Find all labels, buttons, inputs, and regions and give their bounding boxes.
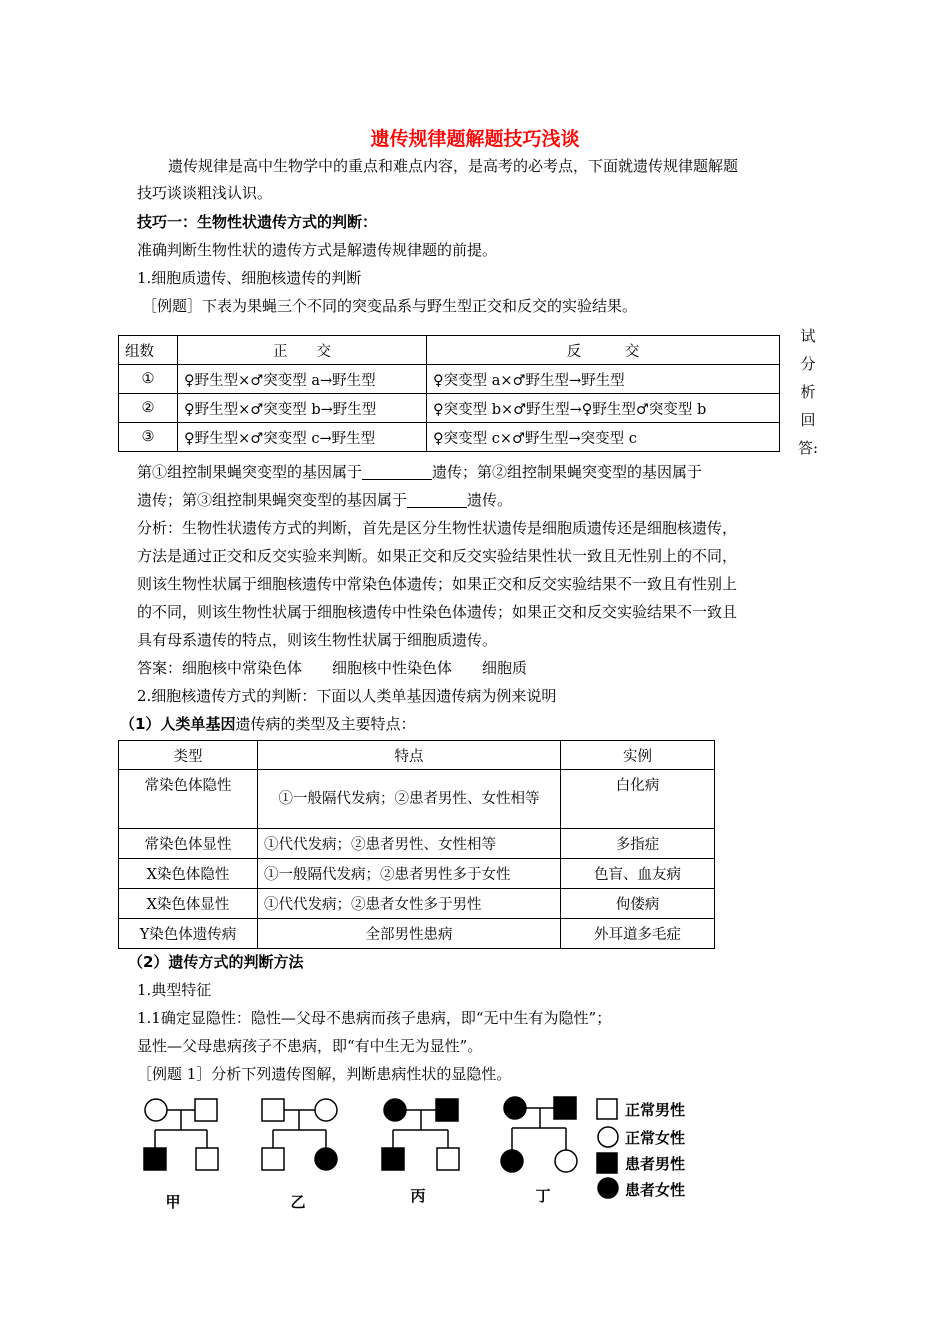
table-header-cell: 类型 <box>119 741 258 770</box>
table-row <box>119 829 715 859</box>
table-cell: 白化病 <box>561 770 715 829</box>
sub1-heading <box>120 712 415 736</box>
question-text: 遗传；第②组控制果蝇突变型的基因属于 <box>432 463 703 481</box>
table-cell: X染色体显性 <box>119 889 258 919</box>
legend-affected-male-symbol <box>597 1153 617 1173</box>
vertical-char: 答: <box>798 439 819 457</box>
intro-line-2: 技巧谈谈粗浅认识。 <box>137 184 273 202</box>
table-cell: ♀突变型 c×♂野生型→突变型 c <box>427 423 780 452</box>
pedigree-label: 丙 <box>410 1187 426 1205</box>
table-cell: 多指症 <box>561 829 715 859</box>
section2-heading: 2.细胞核遗传方式的判断：下面以人类单基因遗传病为例来说明 <box>137 687 557 705</box>
answer-blank <box>407 491 467 508</box>
pedigree-label: 甲 <box>165 1193 181 1211</box>
normal-female-symbol <box>145 1099 167 1121</box>
affected-male-symbol <box>554 1097 576 1119</box>
analysis-line: 方法是通过正交和反交实验来判断。如果正交和反交实验结果性状一致且无性别上的不同， <box>137 547 738 565</box>
sub1-bold: （1）人类单基因 <box>120 715 236 733</box>
answer-text: 答案：细胞核中常染色体 细胞核中性染色体 细胞质 <box>137 659 528 677</box>
analysis-line: 则该生物性状属于细胞核遗传中常染色体遗传；如果正交和反交实验结果不一致且有性别上 <box>137 575 738 593</box>
normal-female-symbol <box>555 1150 577 1172</box>
legend-normal-male-symbol <box>597 1099 617 1119</box>
legend-label: 正常男性 <box>625 1101 686 1119</box>
table-cell: 常染色体显性 <box>119 829 258 859</box>
table-cell: ♀野生型×♂突变型 a→野生型 <box>178 365 427 394</box>
legend-normal-female-symbol <box>598 1127 618 1147</box>
pedigree-label: 丁 <box>535 1187 551 1205</box>
table-cell: ①代代发病；②患者男性、女性相等 <box>258 829 561 859</box>
page-title: 遗传规律题解题技巧浅谈 <box>370 128 580 150</box>
normal-male-symbol <box>262 1099 284 1121</box>
rule-line-2: 显性—父母患病孩子不患病，即“有中生无为显性”。 <box>137 1037 483 1055</box>
table-header-cell: 组数 <box>119 336 178 365</box>
table-cell: 佝偻病 <box>561 889 715 919</box>
pedigree-bing <box>382 1099 459 1170</box>
table-row <box>119 770 715 829</box>
table-header-cell: 实例 <box>561 741 715 770</box>
vertical-char: 试 <box>800 327 816 345</box>
table-row <box>119 394 780 423</box>
affected-female-symbol <box>504 1097 526 1119</box>
pedigree-label: 乙 <box>290 1193 306 1211</box>
vertical-char: 析 <box>800 383 816 401</box>
skill1-text: 准确判断生物性状的遗传方式是解遗传规律题的前提。 <box>137 241 498 259</box>
normal-female-symbol <box>315 1099 337 1121</box>
analysis-line: 分析：生物性状遗传方式的判断，首先是区分生物性状遗传是细胞质遗传还是细胞核遗传， <box>137 519 738 537</box>
question-text: 遗传。 <box>467 491 513 509</box>
pedigree-ding <box>501 1097 577 1172</box>
table-cell: 外耳道多毛症 <box>561 919 715 949</box>
legend-label: 患者女性 <box>625 1181 686 1199</box>
table-header-row <box>119 741 715 770</box>
skill1-heading: 技巧一：生物性状遗传方式的判断： <box>137 213 378 231</box>
pedigree-yi <box>262 1099 337 1170</box>
sub2-heading: （2）遗传方式的判断方法 <box>128 953 304 971</box>
table-row <box>119 889 715 919</box>
rule-line-1: 1.1确定显隐性：隐性—父母不患病而孩子患病，即“无中生有为隐性”； <box>137 1009 612 1027</box>
table-cell: ①一般隔代发病；②患者男性、女性相等 <box>258 770 561 829</box>
table-header-cell: 正 交 <box>178 336 427 365</box>
analysis-line: 具有母系遗传的特点，则该生物性状属于细胞质遗传。 <box>137 631 498 649</box>
analysis-line: 的不同，则该生物性状属于细胞核遗传中性染色体遗传；如果正交和反交实验结果不一致且 <box>137 603 738 621</box>
normal-male-symbol <box>437 1148 459 1170</box>
affected-female-symbol <box>315 1148 337 1170</box>
section1-heading: 1.细胞质遗传、细胞核遗传的判断 <box>137 269 362 287</box>
example2-text: ［例题 1］分析下列遗传图解，判断患病性状的显隐性。 <box>137 1065 512 1083</box>
table-cell: Y染色体遗传病 <box>119 919 258 949</box>
pedigree-figure <box>0 1085 950 1225</box>
pedigree-jia <box>144 1099 218 1170</box>
table-cell: ①代代发病；②患者女性多于男性 <box>258 889 561 919</box>
example1-text: ［例题］下表为果蝇三个不同的突变品系与野生型正交和反交的实验结果。 <box>142 297 638 315</box>
disease-table <box>118 740 715 949</box>
table-cell: 常染色体隐性 <box>119 770 258 829</box>
table-row <box>119 423 780 452</box>
answer-blank <box>362 463 432 480</box>
vertical-char: 回 <box>800 411 816 429</box>
table-row <box>119 859 715 889</box>
table-cell: X染色体隐性 <box>119 859 258 889</box>
legend-label: 患者男性 <box>625 1155 686 1173</box>
table-header-cell: 特点 <box>258 741 561 770</box>
table-cell: ② <box>119 394 178 423</box>
typical-heading: 1.典型特征 <box>137 981 212 999</box>
table-cell: ♀突变型 a×♂野生型→野生型 <box>427 365 780 394</box>
table-cell: 色盲、血友病 <box>561 859 715 889</box>
affected-male-symbol <box>382 1148 404 1170</box>
affected-female-symbol <box>384 1099 406 1121</box>
affected-female-symbol <box>501 1150 523 1172</box>
table-row <box>119 919 715 949</box>
side-vertical-text <box>798 322 818 462</box>
table-header-row <box>119 336 780 365</box>
table-row <box>119 365 780 394</box>
vertical-char: 分 <box>800 355 816 373</box>
table-header-cell: 反 交 <box>427 336 780 365</box>
normal-male-symbol <box>196 1148 218 1170</box>
affected-male-symbol <box>144 1148 166 1170</box>
table-cell: ♀野生型×♂突变型 b→野生型 <box>178 394 427 423</box>
sub1-rest: 遗传病的类型及主要特点： <box>235 715 416 733</box>
legend-affected-female-symbol <box>598 1178 618 1198</box>
question-text: 遗传；第③组控制果蝇突变型的基因属于 <box>137 491 408 509</box>
question-text: 第①组控制果蝇突变型的基因属于 <box>137 463 363 481</box>
question-line-1 <box>137 460 702 484</box>
table-cell: ①一般隔代发病；②患者男性多于女性 <box>258 859 561 889</box>
normal-male-symbol <box>195 1099 217 1121</box>
table-cell: ♀野生型×♂突变型 c→野生型 <box>178 423 427 452</box>
table-cell: ③ <box>119 423 178 452</box>
normal-male-symbol <box>262 1148 284 1170</box>
affected-male-symbol <box>436 1099 458 1121</box>
question-line-2 <box>137 488 512 512</box>
table-cell: 全部男性患病 <box>258 919 561 949</box>
intro-line-1: 遗传规律是高中生物学中的重点和难点内容，是高考的必考点，下面就遗传规律题解题 <box>168 157 739 175</box>
table-cell: ♀突变型 b×♂野生型→♀野生型♂突变型 b <box>427 394 780 423</box>
table-cell: ① <box>119 365 178 394</box>
legend-label: 正常女性 <box>625 1129 686 1147</box>
cross-table <box>118 335 780 452</box>
